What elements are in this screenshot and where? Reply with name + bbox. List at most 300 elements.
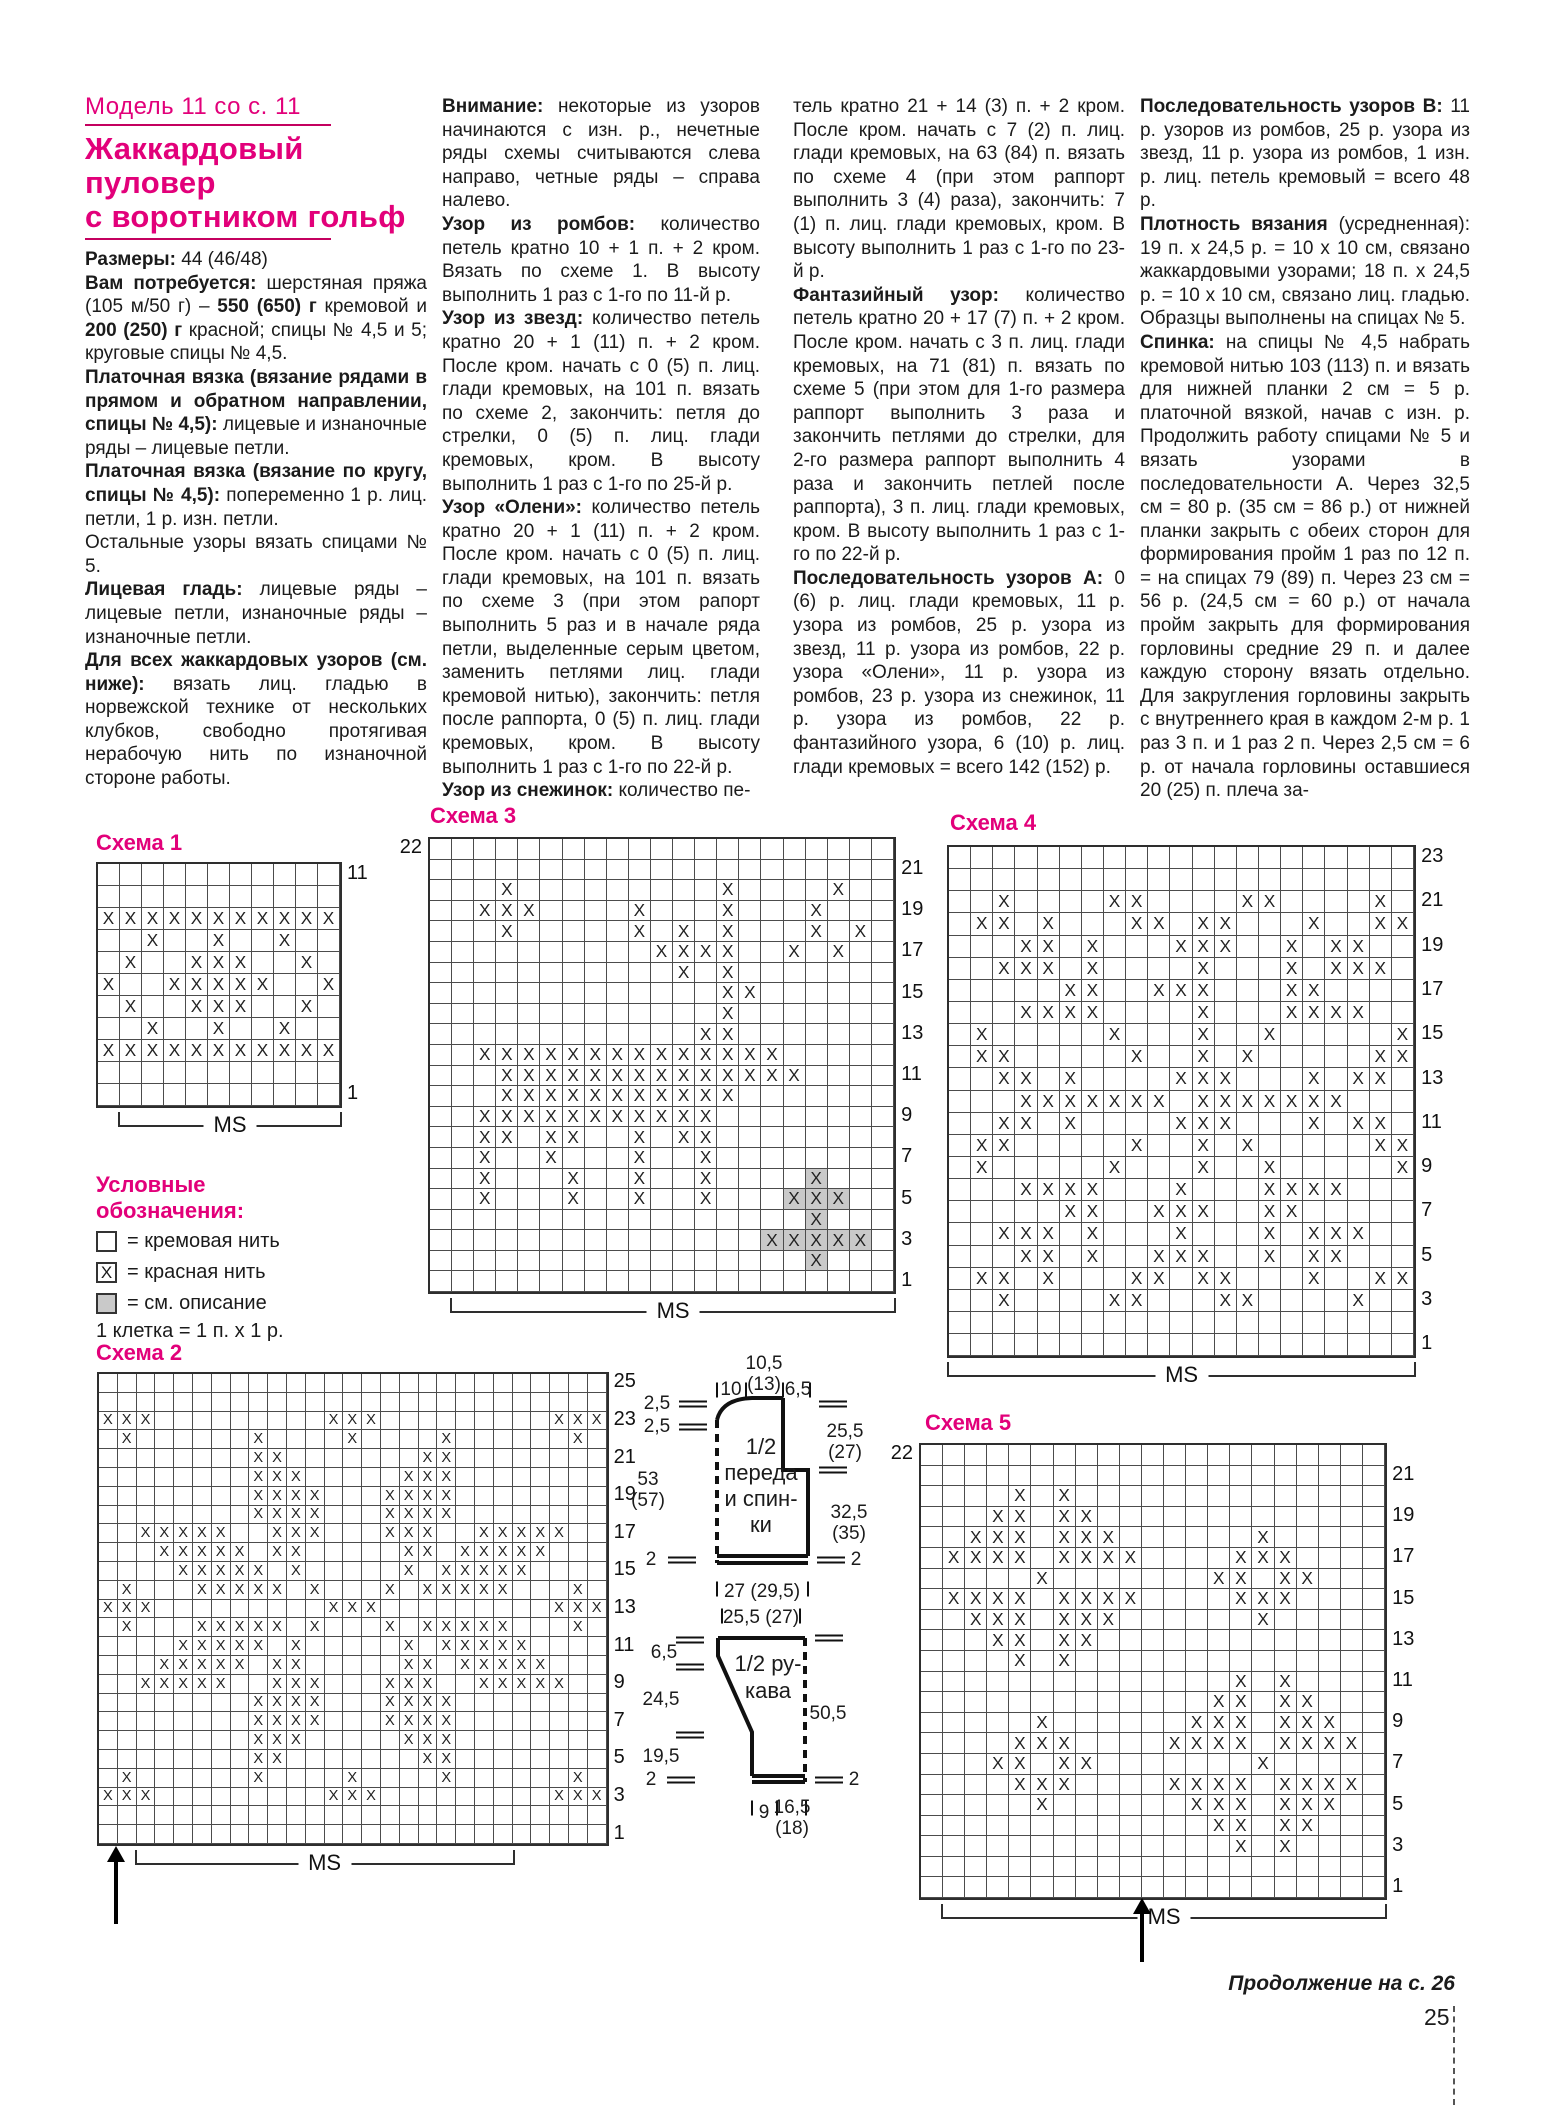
red-stitch-cell: X bbox=[1126, 891, 1148, 913]
red-stitch-cell: X bbox=[965, 1589, 987, 1610]
cream-stitch-cell bbox=[761, 1086, 783, 1107]
red-stitch-cell: X bbox=[249, 1506, 268, 1525]
red-stitch-cell: X bbox=[287, 1562, 306, 1581]
cream-stitch-cell bbox=[174, 1430, 193, 1449]
red-stitch-cell: X bbox=[651, 1066, 673, 1087]
cream-stitch-cell bbox=[531, 1430, 550, 1449]
cream-stitch-cell bbox=[1148, 891, 1170, 913]
cream-stitch-cell bbox=[1060, 1223, 1082, 1245]
cream-stitch-cell bbox=[1060, 847, 1082, 869]
cream-stitch-cell bbox=[475, 1412, 494, 1431]
cream-stitch-cell bbox=[1215, 869, 1237, 891]
cream-stitch-cell bbox=[252, 952, 274, 974]
cream-stitch-cell bbox=[828, 1251, 850, 1272]
cream-stitch-cell bbox=[1170, 1024, 1192, 1046]
cream-stitch-cell bbox=[400, 1393, 419, 1412]
cream-stitch-cell bbox=[518, 1271, 540, 1292]
red-stitch-cell: X bbox=[137, 1788, 156, 1807]
cream-stitch-cell bbox=[274, 1084, 296, 1106]
red-stitch-cell: X bbox=[1193, 958, 1215, 980]
red-stitch-cell: X bbox=[1392, 1024, 1414, 1046]
red-stitch-cell: X bbox=[607, 1045, 629, 1066]
cream-stitch-cell bbox=[717, 1189, 739, 1210]
cream-stitch-cell bbox=[1215, 980, 1237, 1002]
cream-stitch-cell bbox=[1082, 1024, 1104, 1046]
cream-stitch-cell bbox=[1164, 1507, 1186, 1528]
cream-stitch-cell bbox=[563, 880, 585, 901]
cream-stitch-cell bbox=[965, 1507, 987, 1528]
cream-stitch-cell bbox=[585, 1148, 607, 1169]
red-stitch-cell: X bbox=[1275, 1816, 1297, 1837]
cream-stitch-cell bbox=[1392, 1091, 1414, 1113]
red-stitch-cell: X bbox=[1104, 1157, 1126, 1179]
cream-stitch-cell bbox=[1104, 1179, 1126, 1201]
cream-stitch-cell bbox=[1082, 1113, 1104, 1135]
red-stitch-cell: X bbox=[419, 1731, 438, 1750]
page-number: 25 bbox=[1424, 2004, 1450, 2030]
row-number: 11 bbox=[347, 862, 368, 884]
cream-stitch-cell bbox=[456, 1600, 475, 1619]
red-stitch-cell: X bbox=[325, 1788, 344, 1807]
cream-stitch-cell bbox=[585, 1210, 607, 1231]
cream-stitch-cell bbox=[1164, 1486, 1186, 1507]
cream-stitch-cell bbox=[949, 1135, 971, 1157]
red-stitch-cell: X bbox=[193, 1581, 212, 1600]
cream-stitch-cell bbox=[1186, 1692, 1208, 1713]
cream-stitch-cell bbox=[99, 1656, 118, 1675]
red-stitch-cell: X bbox=[1215, 1268, 1237, 1290]
measurement-label: 27 (29,5) bbox=[723, 1581, 801, 1602]
cream-stitch-cell bbox=[850, 1086, 872, 1107]
cream-stitch-cell bbox=[717, 1169, 739, 1190]
red-stitch-cell: X bbox=[1275, 1795, 1297, 1816]
cream-stitch-cell bbox=[607, 1004, 629, 1025]
cream-stitch-cell bbox=[474, 1066, 496, 1087]
cream-stitch-cell bbox=[828, 1045, 850, 1066]
cream-stitch-cell bbox=[268, 1600, 287, 1619]
cream-stitch-cell bbox=[1142, 1610, 1164, 1631]
cream-stitch-cell bbox=[828, 1066, 850, 1087]
cream-stitch-cell bbox=[362, 1750, 381, 1769]
red-stitch-cell: X bbox=[695, 1169, 717, 1190]
red-stitch-cell: X bbox=[1208, 1733, 1230, 1754]
red-stitch-cell: X bbox=[343, 1430, 362, 1449]
cream-stitch-cell bbox=[1054, 1816, 1076, 1837]
cream-stitch-cell bbox=[456, 1694, 475, 1713]
cream-stitch-cell bbox=[400, 1788, 419, 1807]
cream-stitch-cell bbox=[1275, 1486, 1297, 1507]
cream-stitch-cell bbox=[231, 1393, 250, 1412]
cream-stitch-cell bbox=[1120, 1466, 1142, 1487]
red-stitch-cell: X bbox=[186, 996, 208, 1018]
red-stitch-cell: X bbox=[252, 1040, 274, 1062]
cream-stitch-cell bbox=[1031, 1445, 1053, 1466]
cream-stitch-cell bbox=[475, 1806, 494, 1825]
up-arrow-shaft bbox=[1140, 1906, 1144, 1962]
red-stitch-cell: X bbox=[474, 901, 496, 922]
cream-stitch-cell bbox=[569, 1656, 588, 1675]
red-stitch-cell: X bbox=[806, 901, 828, 922]
cream-stitch-cell bbox=[1164, 1527, 1186, 1548]
cream-stitch-cell bbox=[1060, 936, 1082, 958]
cream-stitch-cell bbox=[318, 864, 340, 886]
cream-stitch-cell bbox=[965, 1713, 987, 1734]
red-stitch-cell: X bbox=[318, 974, 340, 996]
cream-stitch-cell bbox=[494, 1506, 513, 1525]
cream-stitch-cell bbox=[186, 1084, 208, 1106]
cream-stitch-cell bbox=[739, 1169, 761, 1190]
cream-stitch-cell bbox=[1275, 1877, 1297, 1898]
cream-stitch-cell bbox=[381, 1562, 400, 1581]
cream-stitch-cell bbox=[563, 1271, 585, 1292]
red-stitch-cell: X bbox=[381, 1712, 400, 1731]
red-stitch-cell: X bbox=[1038, 913, 1060, 935]
cream-stitch-cell bbox=[1259, 913, 1281, 935]
row-number: 21 bbox=[901, 856, 924, 879]
cream-stitch-cell bbox=[1215, 1024, 1237, 1046]
cream-stitch-cell bbox=[362, 1562, 381, 1581]
red-stitch-cell: X bbox=[474, 1169, 496, 1190]
cream-stitch-cell bbox=[588, 1543, 607, 1562]
cream-stitch-cell bbox=[362, 1468, 381, 1487]
cream-stitch-cell bbox=[1126, 869, 1148, 891]
cream-stitch-cell bbox=[1392, 1201, 1414, 1223]
cream-stitch-cell bbox=[174, 1712, 193, 1731]
red-stitch-cell: X bbox=[518, 901, 540, 922]
red-stitch-cell: X bbox=[437, 1430, 456, 1449]
cream-stitch-cell bbox=[381, 1637, 400, 1656]
cream-stitch-cell bbox=[1370, 936, 1392, 958]
cream-stitch-cell bbox=[607, 880, 629, 901]
cream-stitch-cell bbox=[513, 1581, 532, 1600]
red-stitch-cell: X bbox=[1038, 1223, 1060, 1245]
red-stitch-cell: X bbox=[249, 1694, 268, 1713]
cream-stitch-cell bbox=[1208, 1630, 1230, 1651]
red-stitch-cell: X bbox=[1060, 1179, 1082, 1201]
red-stitch-cell: X bbox=[1281, 958, 1303, 980]
red-stitch-cell: X bbox=[569, 1618, 588, 1637]
red-stitch-cell: X bbox=[1230, 1733, 1252, 1754]
cream-stitch-cell bbox=[1259, 1290, 1281, 1312]
cream-stitch-cell bbox=[231, 1600, 250, 1619]
cream-stitch-cell bbox=[1060, 869, 1082, 891]
cream-stitch-cell bbox=[268, 1562, 287, 1581]
cream-stitch-cell bbox=[1142, 1733, 1164, 1754]
cream-stitch-cell bbox=[761, 860, 783, 881]
cream-stitch-cell bbox=[1126, 1113, 1148, 1135]
red-stitch-cell: X bbox=[419, 1524, 438, 1543]
cream-stitch-cell bbox=[872, 1024, 894, 1045]
red-stitch-cell: X bbox=[496, 1086, 518, 1107]
measure-tick bbox=[782, 1383, 784, 1398]
cream-stitch-cell bbox=[475, 1769, 494, 1788]
red-stitch-cell: X bbox=[287, 1712, 306, 1731]
cream-stitch-cell bbox=[1348, 1179, 1370, 1201]
cream-stitch-cell bbox=[419, 1412, 438, 1431]
measure-dash bbox=[679, 1424, 707, 1431]
cream-stitch-cell bbox=[1148, 1179, 1170, 1201]
cream-stitch-cell bbox=[496, 983, 518, 1004]
red-stitch-cell: X bbox=[1325, 958, 1347, 980]
cream-stitch-cell bbox=[531, 1825, 550, 1844]
row-number: 11 bbox=[901, 1062, 922, 1085]
cream-stitch-cell bbox=[1259, 869, 1281, 891]
red-stitch-cell: X bbox=[1259, 891, 1281, 913]
cream-stitch-cell bbox=[1237, 1201, 1259, 1223]
cream-stitch-cell bbox=[1104, 1135, 1126, 1157]
cream-stitch-cell bbox=[452, 983, 474, 1004]
red-stitch-cell: X bbox=[186, 974, 208, 996]
red-stitch-cell: X bbox=[1230, 1775, 1252, 1796]
red-stitch-cell: X bbox=[1230, 1836, 1252, 1857]
cream-stitch-cell bbox=[1098, 1445, 1120, 1466]
paragraph: Фантазийный узор: количество петель кратно 20 + 17 (7) п. + 2 кром. После кром. начать с 3 п. лиц. глади кремовых, на 71 (81) п. вязать по схеме 5 (при этом для 1-го размера раппорт выполнить 3 раза и закончить петлями до стрелки, для 2-го размера раппорт выполнить 4 раза и закончить петлей после раппорта), 3 п. лиц. глади кремовых, кром. В высоту выполнить 1 раз с 1-го по 22-й р. bbox=[793, 284, 1125, 566]
cream-stitch-cell bbox=[971, 847, 993, 869]
measurement-label: 6,5 bbox=[784, 1379, 812, 1400]
red-stitch-cell: X bbox=[1015, 1179, 1037, 1201]
red-stitch-cell: X bbox=[1193, 1091, 1215, 1113]
cream-stitch-cell bbox=[1148, 847, 1170, 869]
cream-stitch-cell bbox=[1148, 958, 1170, 980]
cream-stitch-cell bbox=[474, 1004, 496, 1025]
measure-dash bbox=[679, 1401, 707, 1408]
cream-stitch-cell bbox=[673, 1169, 695, 1190]
row-number: 19 bbox=[901, 898, 924, 921]
red-stitch-cell: X bbox=[268, 1543, 287, 1562]
cream-stitch-cell bbox=[98, 952, 120, 974]
cream-stitch-cell bbox=[1392, 1068, 1414, 1090]
red-stitch-cell: X bbox=[1215, 936, 1237, 958]
cream-stitch-cell bbox=[971, 1290, 993, 1312]
cream-stitch-cell bbox=[1297, 1630, 1319, 1651]
red-stitch-cell: X bbox=[1082, 1002, 1104, 1024]
cream-stitch-cell bbox=[1148, 1157, 1170, 1179]
cream-stitch-cell bbox=[806, 1024, 828, 1045]
red-stitch-cell: X bbox=[400, 1656, 419, 1675]
cream-stitch-cell bbox=[607, 1189, 629, 1210]
cream-stitch-cell bbox=[531, 1562, 550, 1581]
legend-title-line1: Условные bbox=[96, 1172, 206, 1197]
red-stitch-cell: X bbox=[1104, 1290, 1126, 1312]
cream-stitch-cell bbox=[325, 1825, 344, 1844]
cream-stitch-cell bbox=[381, 1543, 400, 1562]
cream-stitch-cell bbox=[362, 1712, 381, 1731]
cream-stitch-cell bbox=[155, 1581, 174, 1600]
cream-stitch-cell bbox=[494, 1694, 513, 1713]
red-stitch-cell: X bbox=[287, 1675, 306, 1694]
cream-stitch-cell bbox=[588, 1487, 607, 1506]
cream-stitch-cell bbox=[1126, 1024, 1148, 1046]
cream-stitch-cell bbox=[456, 1430, 475, 1449]
cream-stitch-cell bbox=[550, 1769, 569, 1788]
red-stitch-cell: X bbox=[437, 1487, 456, 1506]
cream-stitch-cell bbox=[343, 1694, 362, 1713]
red-stitch-cell: X bbox=[437, 1769, 456, 1788]
cream-stitch-cell bbox=[695, 963, 717, 984]
cream-stitch-cell bbox=[1126, 936, 1148, 958]
cream-stitch-cell bbox=[118, 1712, 137, 1731]
cream-stitch-cell bbox=[1370, 1223, 1392, 1245]
cream-stitch-cell bbox=[343, 1656, 362, 1675]
title-line-1: Жаккардовый bbox=[85, 131, 304, 166]
cream-stitch-cell bbox=[1237, 1002, 1259, 1024]
red-stitch-cell: X bbox=[118, 1618, 137, 1637]
red-stitch-cell: X bbox=[1319, 1713, 1341, 1734]
cream-stitch-cell bbox=[588, 1656, 607, 1675]
cream-stitch-cell bbox=[193, 1468, 212, 1487]
red-stitch-cell: X bbox=[306, 1675, 325, 1694]
cream-stitch-cell bbox=[1281, 1268, 1303, 1290]
cream-stitch-cell bbox=[1076, 1651, 1098, 1672]
row-number: 7 bbox=[1392, 1751, 1404, 1774]
red-stitch-cell: X bbox=[513, 1637, 532, 1656]
cream-stitch-cell bbox=[987, 1816, 1009, 1837]
cream-stitch-cell bbox=[318, 886, 340, 908]
cream-stitch-cell bbox=[496, 1251, 518, 1272]
cream-stitch-cell bbox=[1142, 1507, 1164, 1528]
red-stitch-cell: X bbox=[155, 1675, 174, 1694]
red-stitch-cell: X bbox=[268, 1449, 287, 1468]
cream-stitch-cell bbox=[325, 1731, 344, 1750]
cream-stitch-cell bbox=[531, 1712, 550, 1731]
red-stitch-cell: X bbox=[1230, 1713, 1252, 1734]
cream-stitch-cell bbox=[1208, 1527, 1230, 1548]
cream-stitch-cell bbox=[249, 1393, 268, 1412]
paragraph: Узор из звезд: количество петель кратно 20 + 1 (11) п. + 2 кром. После кром. начать с 0 (5) п. лиц. глади кремовых, на 101 п. вязать по схеме 2, закончить: петля до стрелки, 0 (5) п. лиц. глади кремовых, кром. В высоту выполнить 1 раз с 1-го по 25-й р. bbox=[442, 308, 760, 495]
cream-stitch-cell bbox=[607, 1230, 629, 1251]
cream-stitch-cell bbox=[1348, 980, 1370, 1002]
red-stitch-cell: X bbox=[193, 1675, 212, 1694]
cream-stitch-cell bbox=[212, 1694, 231, 1713]
cream-stitch-cell bbox=[607, 1127, 629, 1148]
cream-stitch-cell bbox=[695, 860, 717, 881]
cream-stitch-cell bbox=[1259, 1068, 1281, 1090]
cream-stitch-cell bbox=[1252, 1733, 1274, 1754]
row-number: 21 bbox=[1392, 1462, 1415, 1485]
cream-stitch-cell bbox=[872, 880, 894, 901]
cream-stitch-cell bbox=[563, 1251, 585, 1272]
cream-stitch-cell bbox=[1237, 1246, 1259, 1268]
cream-stitch-cell bbox=[99, 1506, 118, 1525]
cream-stitch-cell bbox=[343, 1731, 362, 1750]
cream-stitch-cell bbox=[174, 1506, 193, 1525]
cream-stitch-cell bbox=[949, 1068, 971, 1090]
row-number: 5 bbox=[1421, 1243, 1433, 1266]
red-stitch-cell: X bbox=[98, 908, 120, 930]
cream-stitch-cell bbox=[98, 886, 120, 908]
red-stitch-cell: X bbox=[1193, 1268, 1215, 1290]
red-stitch-cell: X bbox=[1237, 1135, 1259, 1157]
cream-stitch-cell bbox=[987, 1877, 1009, 1898]
cream-stitch-cell bbox=[588, 1675, 607, 1694]
cream-stitch-cell bbox=[1038, 1046, 1060, 1068]
red-stitch-cell: X bbox=[249, 1750, 268, 1769]
red-stitch-cell: X bbox=[1126, 1268, 1148, 1290]
red-stitch-cell: X bbox=[629, 1189, 651, 1210]
cream-stitch-cell bbox=[651, 1004, 673, 1025]
red-stitch-cell: X bbox=[761, 1066, 783, 1087]
cream-stitch-cell bbox=[1186, 1816, 1208, 1837]
cream-stitch-cell bbox=[400, 1750, 419, 1769]
cream-stitch-cell bbox=[274, 974, 296, 996]
cream-stitch-cell bbox=[1341, 1630, 1363, 1651]
cream-stitch-cell bbox=[1009, 1445, 1031, 1466]
red-stitch-cell: X bbox=[155, 1656, 174, 1675]
cream-stitch-cell bbox=[118, 1393, 137, 1412]
red-stitch-cell: X bbox=[1275, 1692, 1297, 1713]
red-stitch-cell: X bbox=[268, 1468, 287, 1487]
cream-stitch-cell bbox=[155, 1468, 174, 1487]
cream-stitch-cell bbox=[1015, 913, 1037, 935]
cream-stitch-cell bbox=[452, 942, 474, 963]
measurement-label: 24,5 bbox=[642, 1689, 680, 1710]
cream-stitch-cell bbox=[828, 901, 850, 922]
cream-stitch-cell bbox=[629, 1210, 651, 1231]
cream-stitch-cell bbox=[872, 1251, 894, 1272]
red-stitch-cell: X bbox=[1031, 1713, 1053, 1734]
cream-stitch-cell bbox=[1060, 1135, 1082, 1157]
chart1-label: Схема 1 bbox=[96, 830, 183, 855]
cream-stitch-cell bbox=[496, 1004, 518, 1025]
cream-stitch-cell bbox=[1164, 1754, 1186, 1775]
cream-stitch-cell bbox=[1120, 1507, 1142, 1528]
cream-stitch-cell bbox=[296, 1062, 318, 1084]
cream-stitch-cell bbox=[120, 886, 142, 908]
paragraph: Плотность вязания (усредненная): 19 п. х 24,5 р. = 10 х 10 см, связано жаккардовыми узорами; 18 п. х 24,5 р. = 10 х 10 см, связано лиц. гладью. Образцы выполнены на спицах № 5. bbox=[1140, 213, 1470, 330]
cream-stitch-cell bbox=[1120, 1486, 1142, 1507]
cream-stitch-cell bbox=[287, 1825, 306, 1844]
row-number: 17 bbox=[901, 939, 924, 962]
cream-stitch-cell bbox=[695, 1251, 717, 1272]
red-stitch-cell: X bbox=[1126, 913, 1148, 935]
cream-stitch-cell bbox=[550, 1430, 569, 1449]
cream-stitch-cell bbox=[474, 860, 496, 881]
red-stitch-cell: X bbox=[174, 1562, 193, 1581]
cream-stitch-cell bbox=[673, 1251, 695, 1272]
cream-stitch-cell bbox=[531, 1694, 550, 1713]
cream-stitch-cell bbox=[456, 1675, 475, 1694]
cream-stitch-cell bbox=[456, 1449, 475, 1468]
red-stitch-cell: X bbox=[231, 1562, 250, 1581]
red-stitch-cell: X bbox=[673, 1127, 695, 1148]
cream-stitch-cell bbox=[850, 1210, 872, 1231]
cream-stitch-cell bbox=[993, 1179, 1015, 1201]
paragraph: Остальные узоры вязать спицами № 5. bbox=[85, 532, 427, 577]
cream-stitch-cell bbox=[850, 1066, 872, 1087]
red-stitch-cell: X bbox=[494, 1581, 513, 1600]
cream-stitch-cell bbox=[118, 1750, 137, 1769]
cream-stitch-cell bbox=[563, 1210, 585, 1231]
cream-stitch-cell bbox=[1142, 1486, 1164, 1507]
red-stitch-cell: X bbox=[828, 942, 850, 963]
cream-stitch-cell bbox=[1076, 1733, 1098, 1754]
cream-stitch-cell bbox=[452, 1169, 474, 1190]
cream-stitch-cell bbox=[1098, 1630, 1120, 1651]
row-number: 19 bbox=[1392, 1504, 1415, 1527]
cream-stitch-cell bbox=[1348, 891, 1370, 913]
cream-stitch-cell bbox=[400, 1769, 419, 1788]
cream-stitch-cell bbox=[362, 1825, 381, 1844]
title-line-2: пуловер bbox=[85, 165, 216, 200]
cream-stitch-cell bbox=[1038, 1135, 1060, 1157]
cream-stitch-cell bbox=[828, 1271, 850, 1292]
cream-stitch-cell bbox=[381, 1731, 400, 1750]
cream-stitch-cell bbox=[569, 1694, 588, 1713]
red-stitch-cell: X bbox=[629, 1045, 651, 1066]
cream-stitch-cell bbox=[1303, 869, 1325, 891]
cream-stitch-cell bbox=[949, 1024, 971, 1046]
red-stitch-cell: X bbox=[296, 996, 318, 1018]
